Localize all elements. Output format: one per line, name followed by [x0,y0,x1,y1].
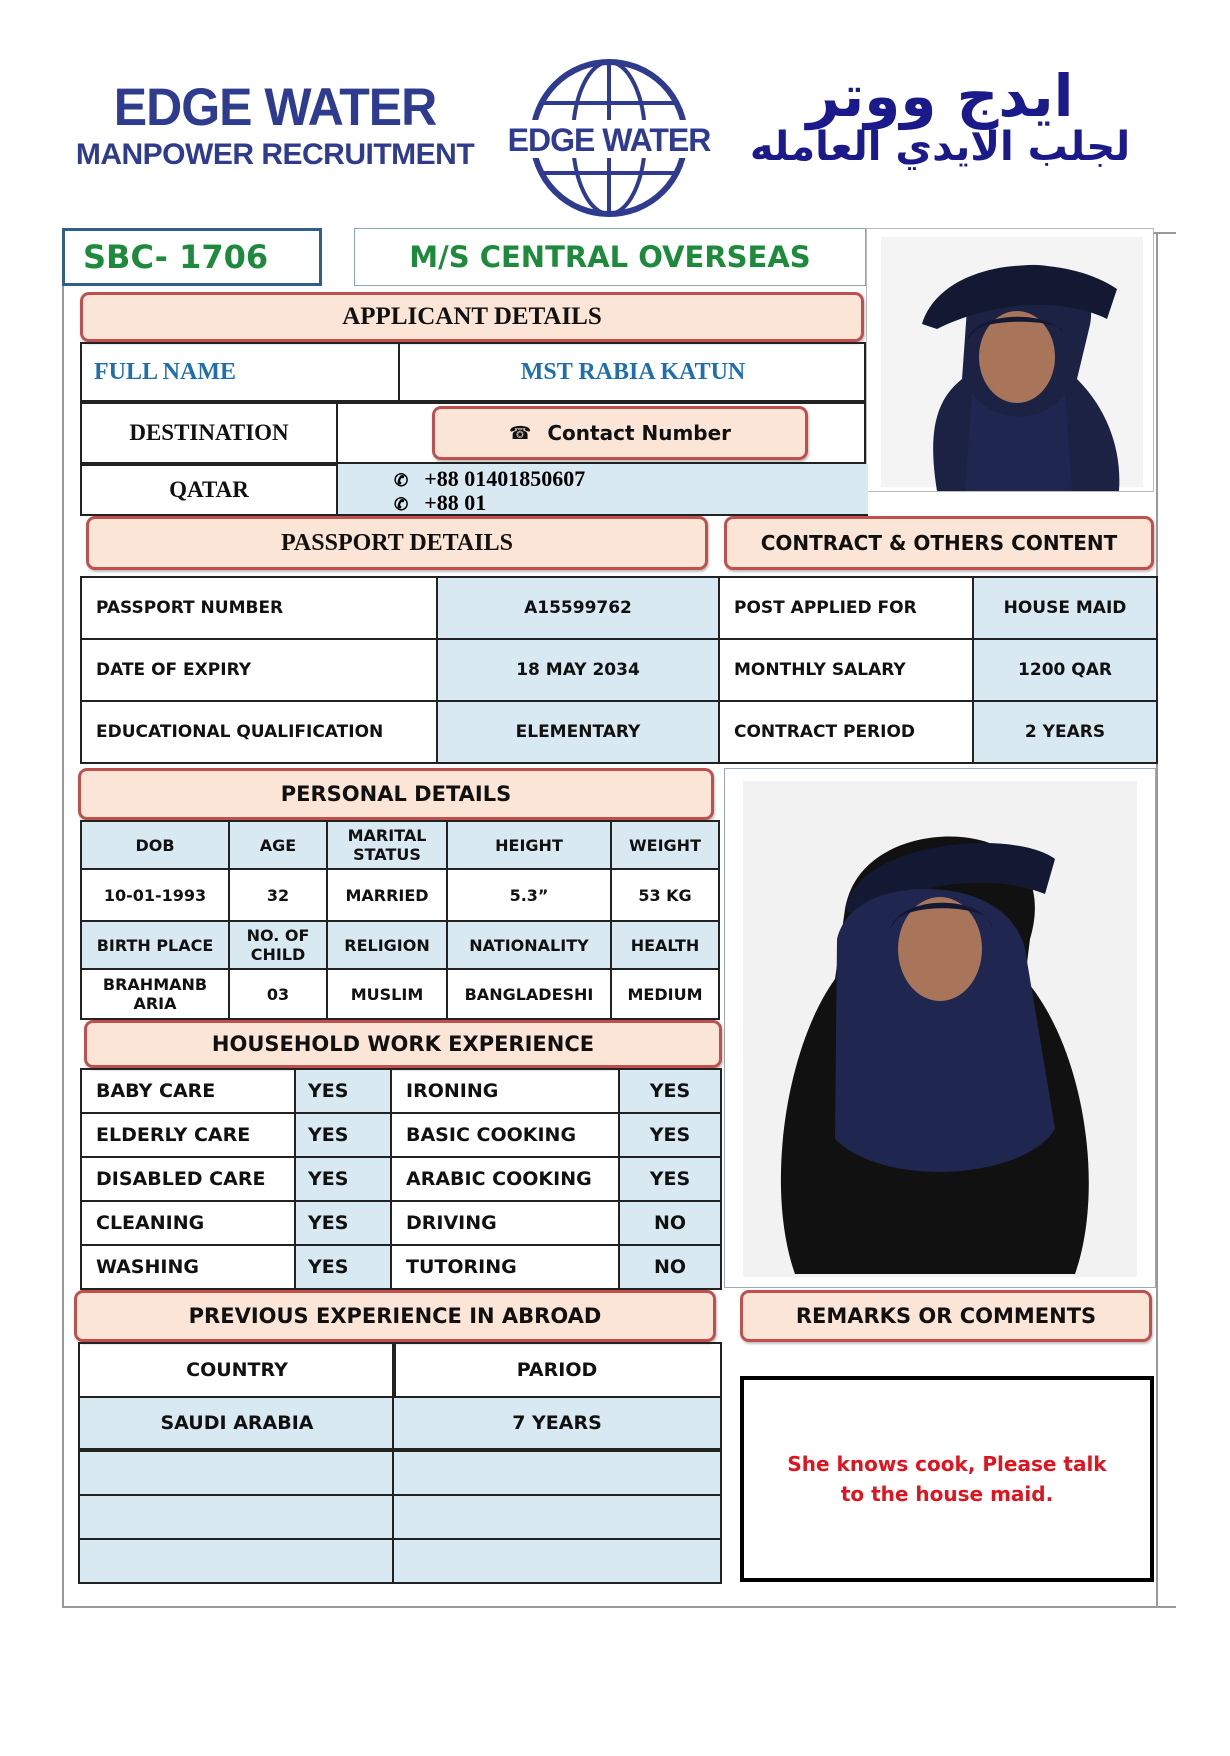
contract-value-1: HOUSE MAID [972,576,1158,640]
contact-number-heading [432,406,808,460]
personal-header-weight: WEIGHT [610,820,720,870]
personal-value-dob: 10-01-1993 [80,868,230,922]
personal-value-birthplace: BRAHMANB ARIA [80,968,230,1020]
company-name-line1: EDGE WATER [113,77,437,137]
previous-period-cell: 7 YEARS [392,1396,722,1450]
frame-right-line [1156,234,1158,1608]
reference-code: SBC- 1706 [83,238,269,276]
applicant-portrait-photo [866,228,1154,492]
personal-value-marital: MARRIED [326,868,448,922]
previous-experience-heading: PREVIOUS EXPERIENCE IN ABROAD [74,1290,716,1342]
remarks-heading: REMARKS OR COMMENTS [740,1290,1152,1342]
phone-1-line [394,466,585,492]
previous-period-cell [392,1494,722,1540]
personal-header-children: NO. OF CHILD [228,920,328,970]
applicant-details-heading: APPLICANT DETAILS [80,292,864,342]
applicant-full-body-photo [724,768,1156,1288]
household-task-left: ELDERLY CARE [80,1112,296,1158]
household-task-right: BASIC COOKING [390,1112,620,1158]
personal-value-nationality: BANGLADESHI [446,968,612,1020]
company-logo [504,58,714,218]
personal-details-heading: PERSONAL DETAILS [78,768,714,820]
personal-header-religion: RELIGION [326,920,448,970]
previous-country-cell [78,1494,396,1540]
household-answer-right: YES [618,1156,722,1202]
household-answer-right: NO [618,1200,722,1246]
portrait-figure-icon [867,229,1154,492]
contract-label-2: MONTHLY SALARY [718,638,974,702]
personal-value-children: 03 [228,968,328,1020]
passport-details-heading: PASSPORT DETAILS [86,516,708,570]
contract-value-2: 1200 QAR [972,638,1158,702]
contract-label-1: POST APPLIED FOR [718,576,974,640]
phone-2: +88 01 [424,490,487,515]
phone-numbers-box [338,464,868,516]
company-ar-line1: ايدج ووتر [806,62,1074,130]
contract-label-3: CONTRACT PERIOD [718,700,974,764]
household-task-left: DISABLED CARE [80,1156,296,1202]
personal-value-weight: 53 KG [610,868,720,922]
agency-name: M/S CENTRAL OVERSEAS [409,240,811,274]
household-task-right: IRONING [390,1068,620,1114]
agency-box [354,228,866,286]
personal-header-health: HEALTH [610,920,720,970]
household-answer-left: YES [294,1200,392,1246]
passport-label-3: EDUCATIONAL QUALIFICATION [80,700,438,764]
full-name-label: FULL NAME [94,358,237,385]
household-task-left: WASHING [80,1244,296,1290]
passport-value-2: 18 MAY 2034 [436,638,720,702]
destination-label: DESTINATION [80,402,338,464]
personal-header-nationality: NATIONALITY [446,920,612,970]
whatsapp-icon: ✆ [394,471,409,490]
passport-label-2: DATE OF EXPIRY [80,638,438,702]
household-answer-right: NO [618,1244,722,1290]
personal-header-age: AGE [228,820,328,870]
previous-country-cell [78,1538,396,1584]
full-name-value: MST RABIA KATUN [520,358,746,385]
destination-value: QATAR [80,464,338,516]
previous-col-period: PARIOD [392,1342,722,1398]
household-task-left: BABY CARE [80,1068,296,1114]
whatsapp-icon: ✆ [394,495,409,514]
previous-period-cell [392,1450,722,1496]
household-answer-left: YES [294,1068,392,1114]
phone-icon: ☎ [508,422,532,444]
full-body-figure-icon [725,769,1156,1288]
household-answer-left: YES [294,1156,392,1202]
phone-2-line [394,490,486,516]
personal-value-religion: MUSLIM [326,968,448,1020]
company-name-en [60,78,490,172]
household-answer-left: YES [294,1244,392,1290]
previous-country-cell [78,1450,396,1496]
household-answer-left: YES [294,1112,392,1158]
household-task-left: CLEANING [80,1200,296,1246]
company-ar-line2: لجلب الايدي العامله [749,124,1131,170]
previous-period-cell [392,1538,722,1584]
household-task-right: DRIVING [390,1200,620,1246]
passport-value-3: ELEMENTARY [436,700,720,764]
remarks-box [740,1376,1154,1582]
logo-text: EDGE WATER [507,122,711,158]
personal-header-marital: MARITAL STATUS [326,820,448,870]
personal-value-age: 32 [228,868,328,922]
passport-value-1: A15599762 [436,576,720,640]
reference-code-box [62,228,322,286]
personal-header-height: HEIGHT [446,820,612,870]
remarks-text: She knows cook, Please talk to the house maid. [787,1452,1107,1506]
company-name-line2: MANPOWER RECRUITMENT [75,138,475,171]
household-answer-right: YES [618,1068,722,1114]
contract-heading: CONTRACT & OTHERS CONTENT [724,516,1154,570]
contract-value-3: 2 YEARS [972,700,1158,764]
phone-1: +88 01401850607 [424,466,586,491]
personal-value-health: MEDIUM [610,968,720,1020]
personal-header-birthplace: BIRTH PLACE [80,920,230,970]
previous-country-cell: SAUDI ARABIA [78,1396,396,1450]
personal-value-height: 5.3” [446,868,612,922]
household-heading: HOUSEHOLD WORK EXPERIENCE [84,1020,722,1068]
frame-bottom-tick [1156,1606,1176,1608]
contact-number-label: Contact Number [547,421,732,445]
household-answer-right: YES [618,1112,722,1158]
previous-col-country: COUNTRY [78,1342,396,1398]
passport-label-1: PASSPORT NUMBER [80,576,438,640]
household-task-right: ARABIC COOKING [390,1156,620,1202]
company-name-ar [720,62,1160,170]
household-task-right: TUTORING [390,1244,620,1290]
personal-header-dob: DOB [80,820,230,870]
